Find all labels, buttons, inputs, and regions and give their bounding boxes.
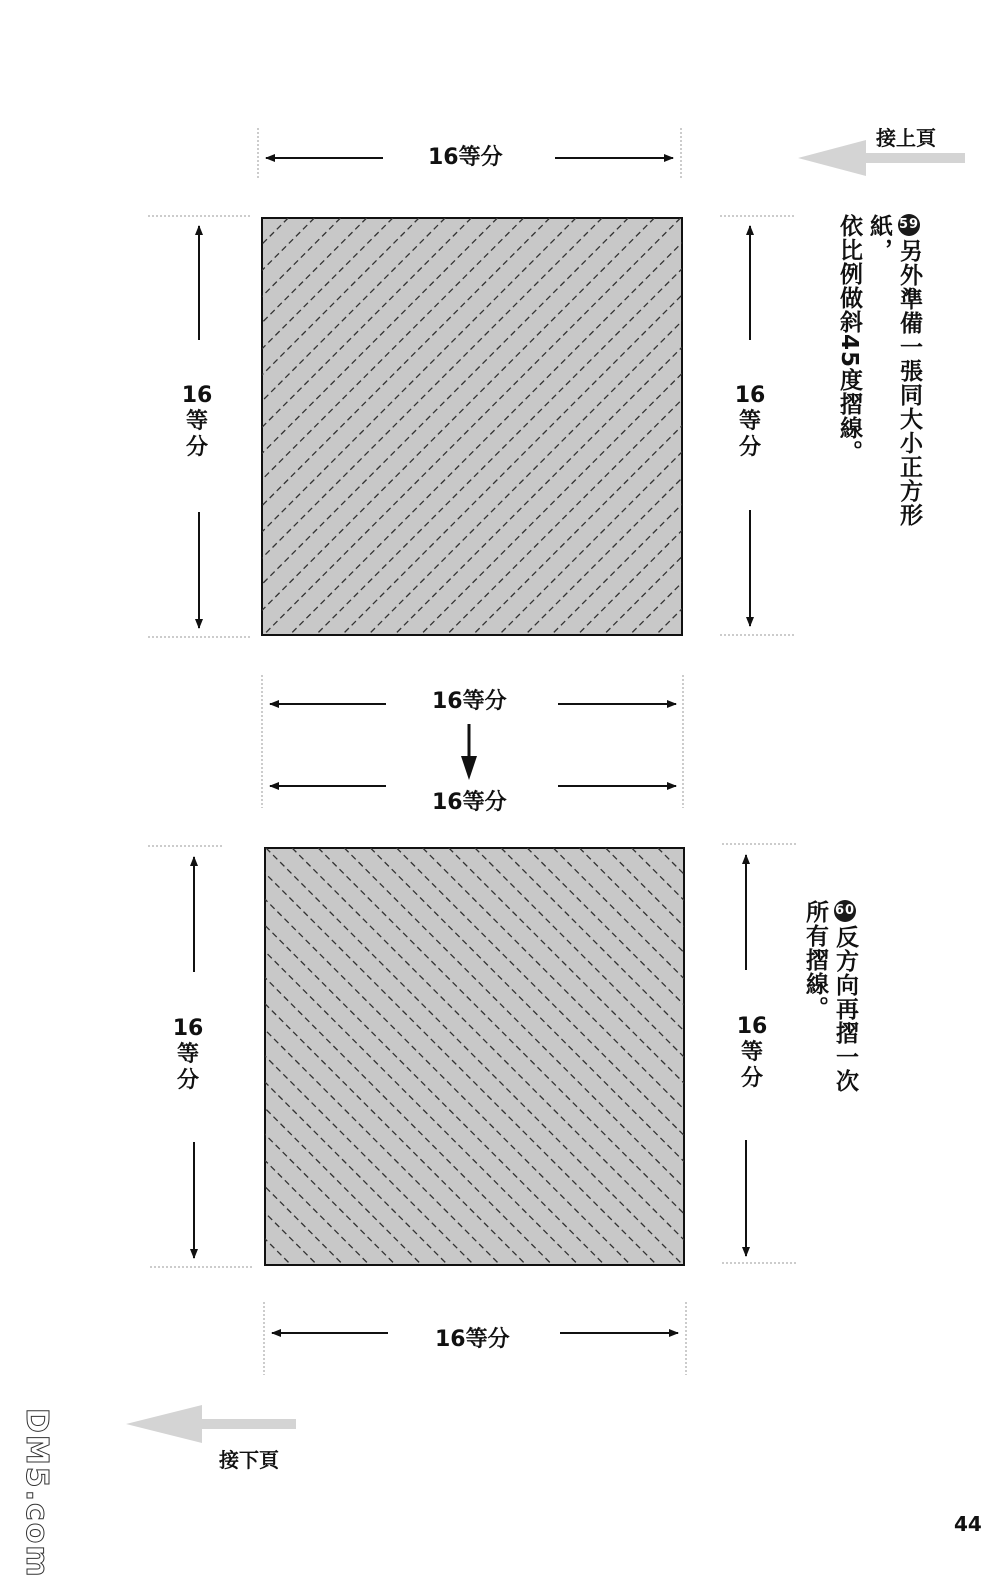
step-59-badge: 59	[898, 214, 920, 236]
square2-top-label: 16等分	[432, 790, 507, 815]
square1-bottom-label: 16等分	[432, 689, 507, 714]
square1-left-label: 16 等 分	[181, 383, 213, 460]
fold-line	[0, 218, 288, 635]
prev-page-label: 接上頁	[876, 126, 936, 150]
next-page-label: 接下頁	[219, 1448, 279, 1472]
dimension-arrows-mid	[270, 704, 676, 786]
square1-right-label: 16 等 分	[734, 383, 766, 460]
square2-left-label: 16 等 分	[172, 1016, 204, 1093]
next-page-arrow-icon	[126, 1405, 296, 1443]
fold-line	[656, 218, 1000, 635]
square2-right-label: 16 等 分	[736, 1014, 768, 1091]
square2-bottom-label: 16等分	[435, 1327, 510, 1352]
page-number: 44	[954, 1512, 982, 1536]
site-logo: DM5.com	[19, 1408, 54, 1579]
square1-top-label: 16等分	[428, 145, 503, 170]
step-arrow-down	[461, 724, 477, 780]
step-59-instruction: 59另外準備一張同大小正方形紙， 依比例做斜45度摺線。	[836, 214, 922, 527]
step-60-instruction: 60反方向再摺一次 所有摺線。	[802, 900, 858, 1093]
fold-line	[630, 218, 1000, 635]
fold-line	[0, 848, 291, 1265]
step-60-badge: 60	[834, 900, 856, 922]
